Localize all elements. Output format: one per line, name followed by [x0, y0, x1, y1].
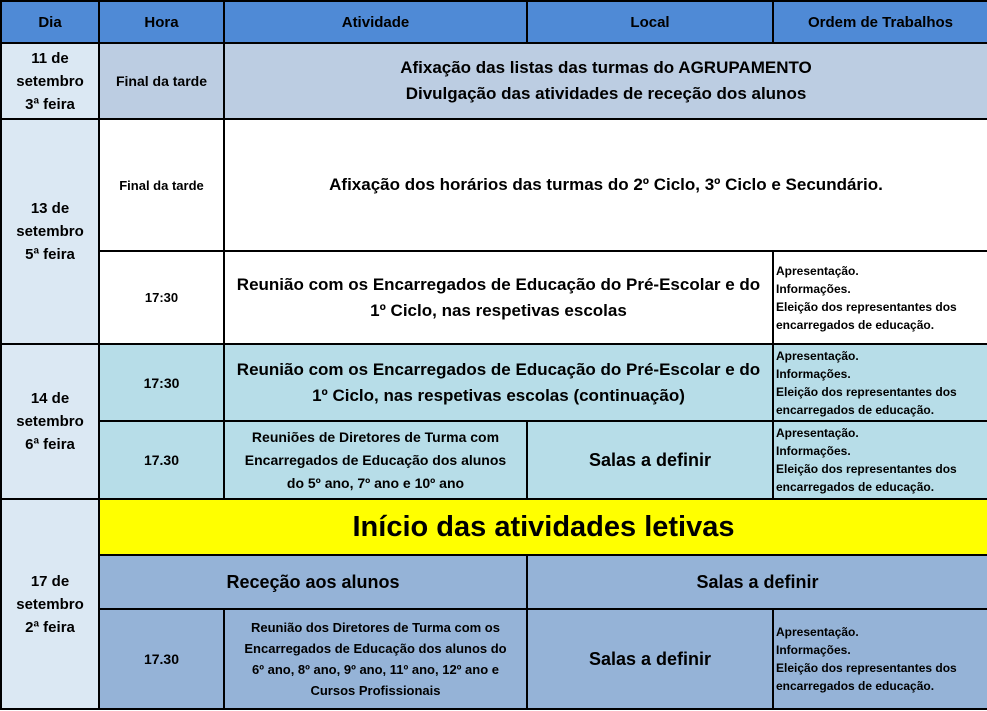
header-local: Local — [527, 1, 773, 43]
table-row — [1, 609, 987, 709]
hora-cell: 17.30 — [99, 609, 224, 709]
table-row — [1, 43, 987, 119]
dia-cell: 13 de setembro 5ª feira — [1, 119, 99, 344]
rececao-cell: Receção aos alunos — [99, 555, 527, 609]
header-row — [1, 1, 987, 43]
local-cell: Salas a definir — [527, 421, 773, 499]
dia-cell: 17 de setembro 2ª feira — [1, 499, 99, 709]
local-cell: Salas a definir — [527, 609, 773, 709]
header-dia: Dia — [1, 1, 99, 43]
ordem-cell: Apresentação. Informações. Eleição dos representantes dos encarregados de educação. — [773, 251, 987, 344]
atividade-cell: Afixação dos horários das turmas do 2º Ciclo, 3º Ciclo e Secundário. — [224, 119, 987, 251]
ordem-cell: Apresentação. Informações. Eleição dos representantes dos encarregados de educação. — [773, 421, 987, 499]
atividade-cell: Reunião com os Encarregados de Educação do Pré-Escolar e do 1º Ciclo, nas respetivas escolas (continuação) — [224, 344, 773, 421]
ordem-cell: Apresentação. Informações. Eleição dos representantes dos encarregados de educação. — [773, 609, 987, 709]
atividade-cell: Reunião dos Diretores de Turma com os Encarregados de Educação dos alunos do 6º ano, 8º ano, 9º ano, 11º ano, 12º ano e Cursos Profissionais — [224, 609, 527, 709]
dia-cell: 11 de setembro 3ª feira — [1, 43, 99, 119]
table-row — [1, 421, 987, 499]
atividade-cell: Reunião com os Encarregados de Educação do Pré-Escolar e do 1º Ciclo, nas respetivas escolas — [224, 251, 773, 344]
inicio-atividades-banner: Início das atividades letivas — [99, 499, 987, 555]
atividade-cell: Afixação das listas das turmas do AGRUPAMENTO Divulgação das atividades de receção dos alunos — [224, 43, 987, 119]
table-row — [1, 119, 987, 251]
table-row — [1, 499, 987, 555]
header-atividade: Atividade — [224, 1, 527, 43]
header-hora: Hora — [99, 1, 224, 43]
ordem-cell: Apresentação. Informações. Eleição dos representantes dos encarregados de educação. — [773, 344, 987, 421]
table-row — [1, 555, 987, 609]
rececao-local-cell: Salas a definir — [527, 555, 987, 609]
atividade-cell: Reuniões de Diretores de Turma com Encarregados de Educação dos alunos do 5º ano, 7º ano e 10º ano — [224, 421, 527, 499]
header-ordem: Ordem de Trabalhos — [773, 1, 987, 43]
dia-cell: 14 de setembro 6ª feira — [1, 344, 99, 499]
hora-cell: 17.30 — [99, 421, 224, 499]
table-row — [1, 344, 987, 421]
hora-cell: 17:30 — [99, 344, 224, 421]
hora-cell: Final da tarde — [99, 119, 224, 251]
table-row — [1, 251, 987, 344]
hora-cell: 17:30 — [99, 251, 224, 344]
hora-cell: Final da tarde — [99, 43, 224, 119]
